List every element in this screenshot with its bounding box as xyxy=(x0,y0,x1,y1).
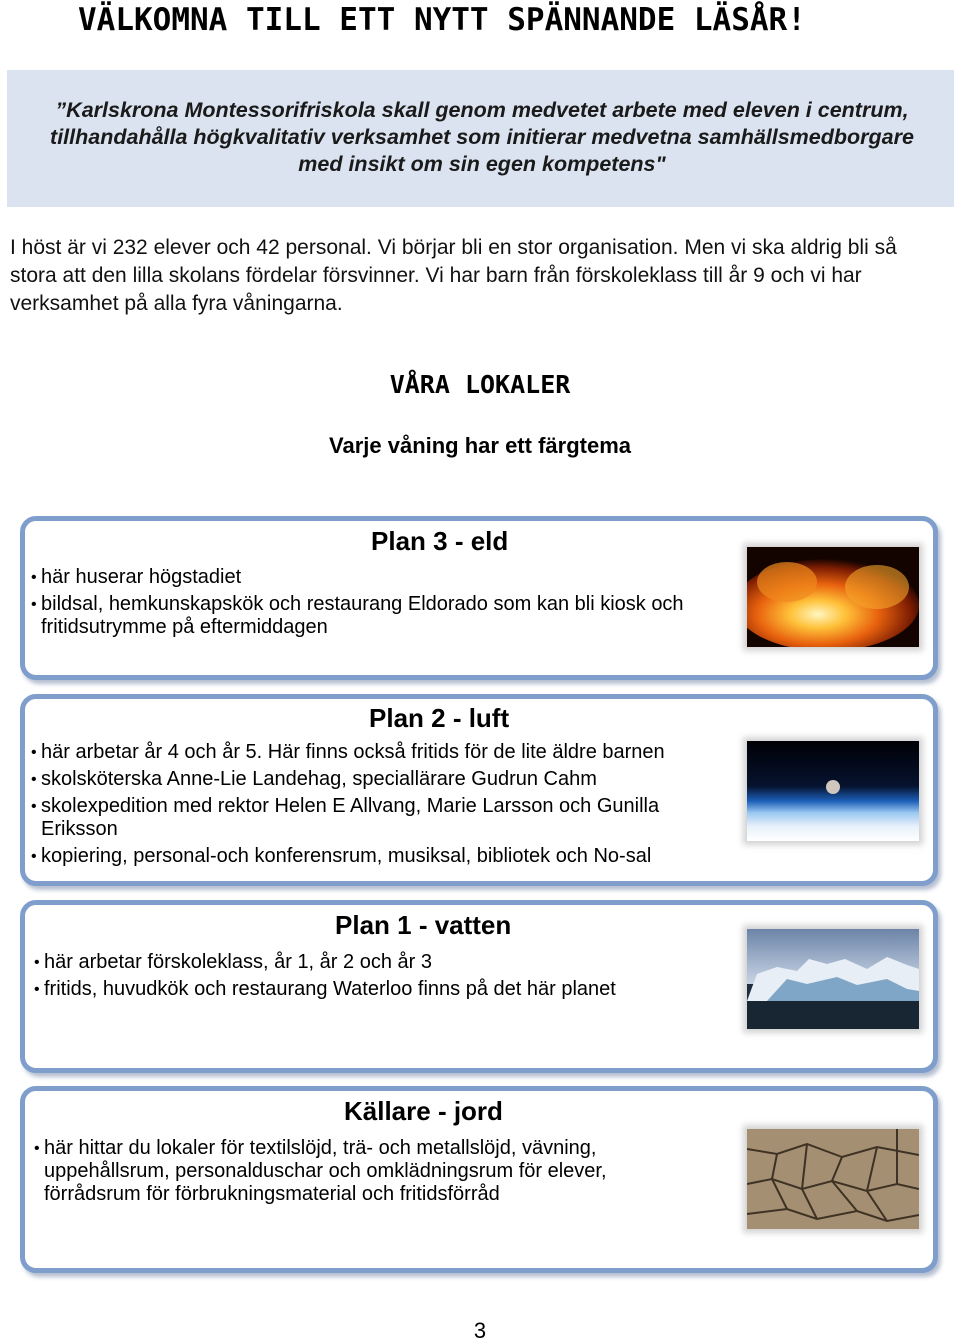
list-item: • kopiering, personal-och konferensrum, musiksal, bibliotek och No-sal xyxy=(31,845,731,868)
list-item: • fritids, huvudkök och restaurang Waterloo finns på det här planet xyxy=(34,978,724,1001)
floor-card-plan-3 xyxy=(20,516,938,680)
floor-card-plan-1 xyxy=(20,900,938,1073)
floor-card-kallare xyxy=(20,1086,938,1273)
page-title: VÄLKOMNA TILL ETT NYTT SPÄNNANDE LÄSÅR! xyxy=(78,2,806,38)
list-item: • bildsal, hemkunskapskök och restaurang Eldorado som kan bli kiosk och fritidsutrymme på eftermiddagen xyxy=(31,593,721,639)
section-title: VÅRA LOKALER xyxy=(389,370,571,399)
page-number: 3 xyxy=(473,1318,487,1343)
floor-title: Plan 2 - luft xyxy=(369,703,510,733)
floor-title: Plan 3 - eld xyxy=(371,526,509,556)
mission-quote-box xyxy=(7,70,954,207)
list-item: • här huserar högstadiet xyxy=(31,566,721,589)
floor-item-list xyxy=(34,951,724,1005)
list-item: • skolsköterska Anne-Lie Landehag, speciallärare Gudrun Cahm xyxy=(31,768,731,791)
floor-title: Källare - jord xyxy=(344,1096,503,1126)
floor-item-list xyxy=(31,741,731,872)
earth-horizon-image xyxy=(747,741,919,841)
list-item: • här arbetar år 4 och år 5. Här finns också fritids för de lite äldre barnen xyxy=(31,741,731,764)
list-item: • skolexpedition med rektor Helen E Allvang, Marie Larsson och Gunilla Eriksson xyxy=(31,795,661,841)
mission-quote: ”Karlskrona Montessorifriskola skall genom medvetet arbete med eleven i centrum, tillhandahålla högkvalitativ verksamhet som initierar medvetna samhällsmedborgare med insikt om sin egen kompetens" xyxy=(50,98,914,176)
floor-item-list xyxy=(34,1137,674,1210)
list-item: • här hittar du lokaler för textilslöjd, trä- och metallslöjd, vävning, uppehållsrum, personalduschar och omklädningsrum för elever, förrådsrum för förbrukningsmaterial och fritidsförråd xyxy=(34,1137,674,1206)
floor-item-list xyxy=(31,566,721,643)
fire-image xyxy=(747,547,919,647)
floor-card-plan-2 xyxy=(20,694,938,886)
iceberg-image xyxy=(747,929,919,1029)
floor-title: Plan 1 - vatten xyxy=(335,910,512,940)
list-item: • här arbetar förskoleklass, år 1, år 2 och år 3 xyxy=(34,951,724,974)
intro-paragraph: I höst är vi 232 elever och 42 personal. Vi börjar bli en stor organisation. Men vi ska aldrig bli så stora att den lilla skolans fördelar försvinner. Vi har barn från förskoleklass till år 9 och vi har verksamhet på alla fyra våningarna. xyxy=(10,236,897,315)
section-subtitle: Varje våning har ett färgtema xyxy=(329,433,631,458)
cracked-earth-image xyxy=(747,1129,919,1229)
